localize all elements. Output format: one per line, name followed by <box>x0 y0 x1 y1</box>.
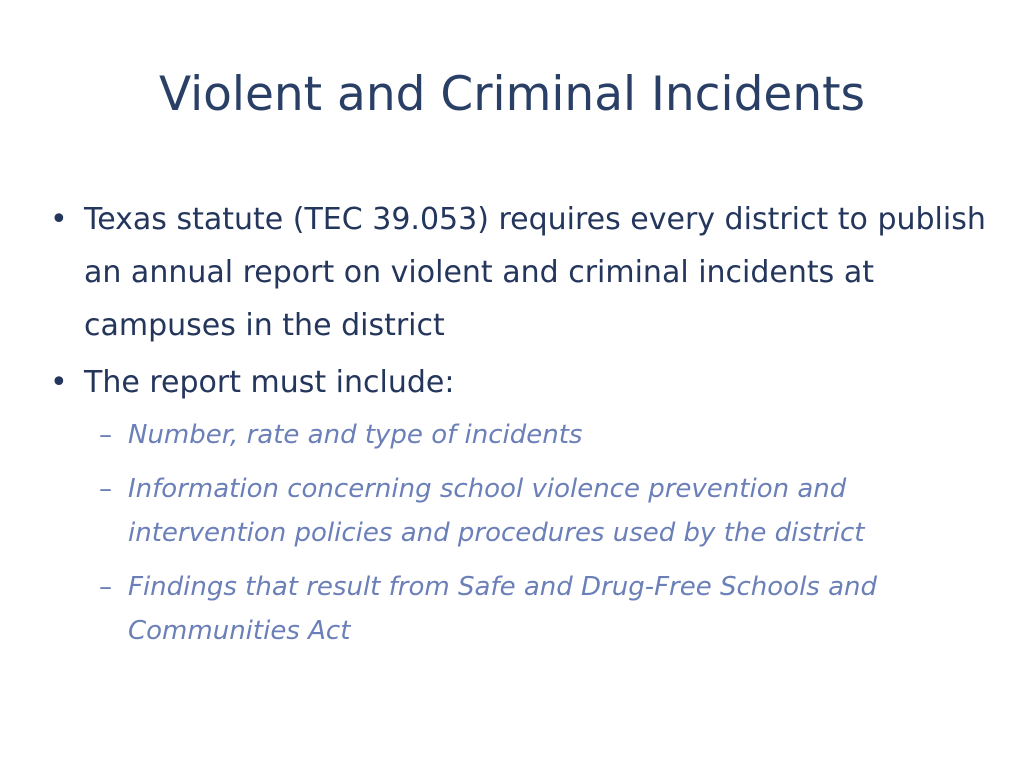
bullet-icon: • <box>50 365 68 400</box>
bullet-item-report-must-include <box>44 356 994 409</box>
dash-icon: – <box>99 572 112 602</box>
slide-title: Violent and Criminal Incidents <box>158 67 866 122</box>
sub-bullet-item-incidents <box>44 413 994 457</box>
dash-icon: – <box>99 474 112 504</box>
sub-bullet-text: Number, rate and type of incidents <box>128 420 583 450</box>
slide-body <box>44 193 994 663</box>
dash-icon: – <box>99 420 112 450</box>
bullet-icon: • <box>50 202 68 237</box>
sub-bullet-text: Findings that result from Safe and Drug-Free Schools and Communities Act <box>128 572 878 646</box>
sub-bullet-item-findings <box>44 565 994 653</box>
sub-bullet-item-policies <box>44 467 994 555</box>
bullet-item-statute <box>44 193 994 352</box>
bullet-text: The report must include: <box>84 365 455 400</box>
bullet-text: Texas statute (TEC 39.053) requires every district to publish an annual report on violent and criminal incidents at campuses in the district <box>84 202 986 343</box>
sub-bullet-text: Information concerning school violence prevention and intervention policies and procedures used by the district <box>128 474 865 548</box>
